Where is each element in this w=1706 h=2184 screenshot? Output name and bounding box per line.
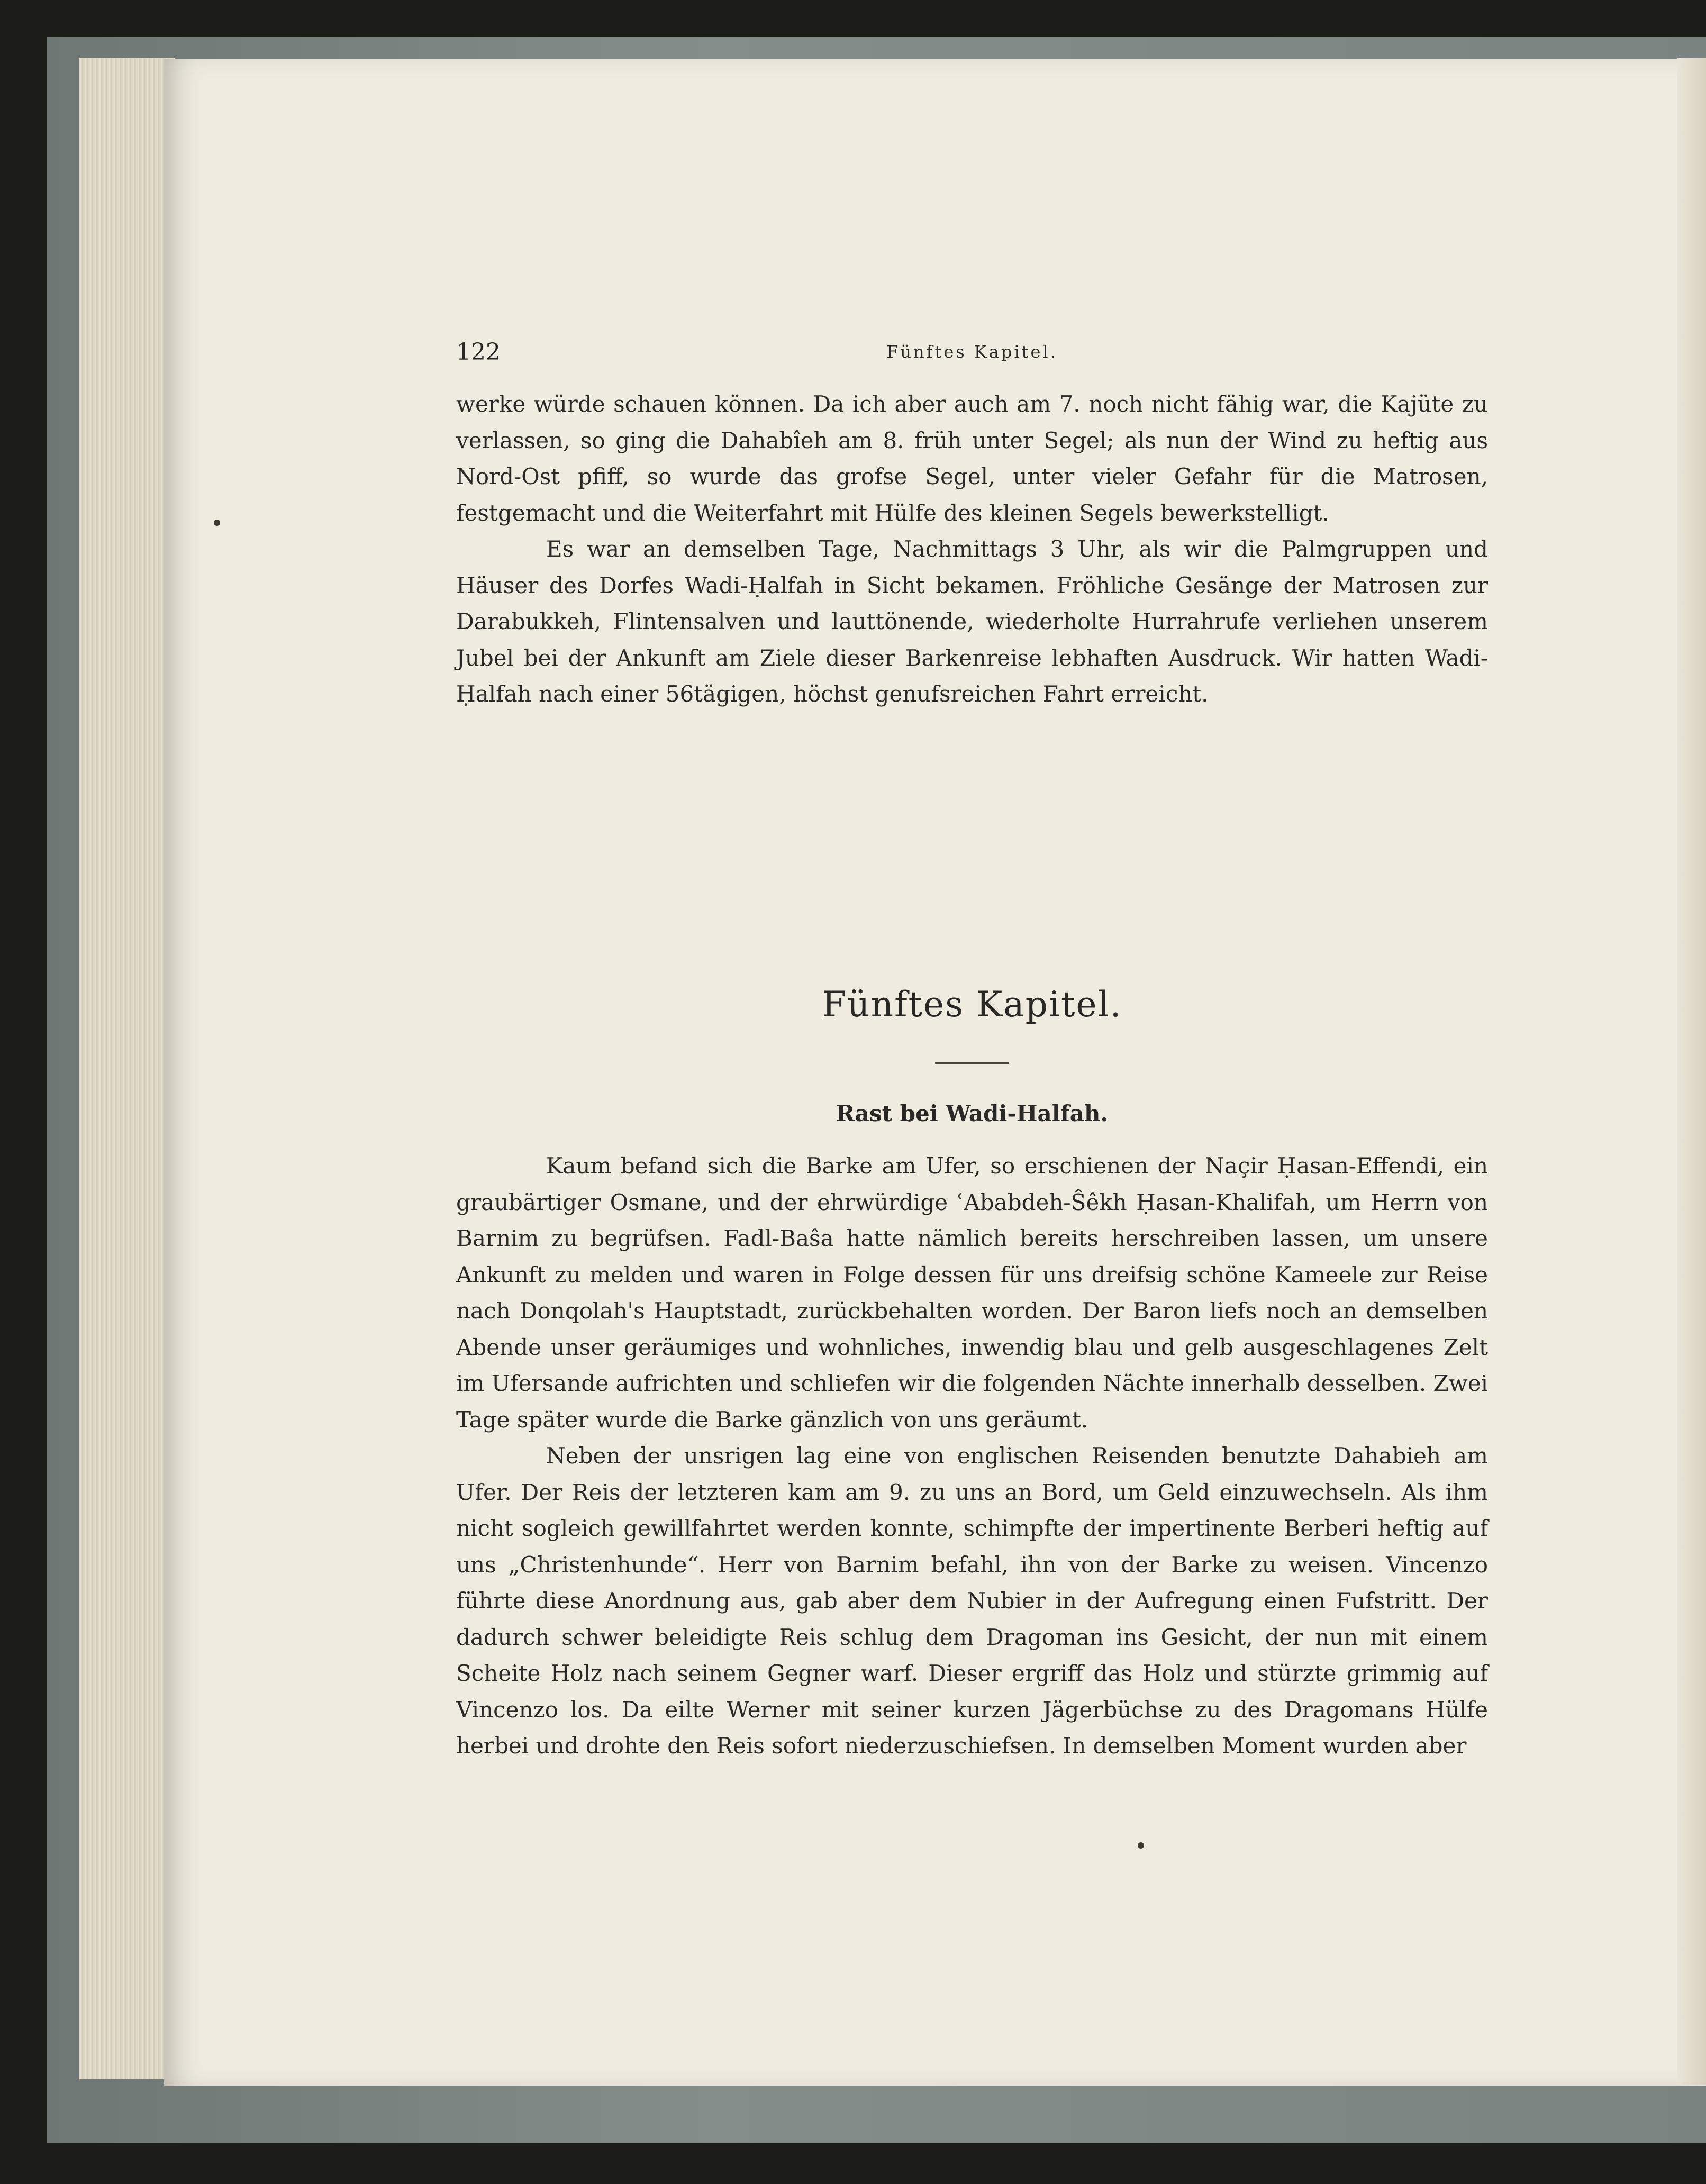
title-rule	[935, 1062, 1009, 1064]
page-edges	[79, 58, 175, 2079]
section-title: Rast bei Wadi-Halfah.	[836, 1100, 1109, 1126]
ink-speck	[1138, 1842, 1144, 1849]
paragraph: Kaum befand sich die Barke am Ufer, so erschienen der Naçir Ḥasan-Effendi, ein graubärtiger Osmane, und der ehrwürdige ʿAbabdeh-Ŝêkh Ḥasan-Khalifah, um Herrn von Barnim zu begrüfsen. Fadl-Baŝa hatte nämlich bereits herschreiben lassen, um unsere Ankunft zu melden und waren in Folge dessen für uns dreifsig schöne Kameele zur Reise nach Donqolah's Hauptstadt, zurückbehalten worden. Der Baron liefs noch an demselben Abende unser geräumiges und wohnliches, inwendig blau und gelb ausgeschlagenes Zelt im Ufersande aufrichten und schliefen wir die folgenden Nächte innerhalb desselben. Zwei Tage später wurde die Barke gänzlich von uns geräumt.	[456, 1153, 1488, 1433]
chapter-title: Fünftes Kapitel.	[822, 984, 1122, 1025]
continuation-text	[456, 386, 1488, 713]
paragraph: Es war an demselben Tage, Nachmittags 3 Uhr, als wir die Palmgruppen und Häuser des Dorfes Wadi-Ḥalfah in Sicht bekamen. Fröhliche Gesänge der Matrosen zur Darabukkeh, Flintensalven und lauttönende, wiederholte Hurrahrufe verliehen unserem Jubel bei der Ankunft am Ziele dieser Barkenreise lebhaften Ausdruck. Wir hatten Wadi-Ḥalfah nach einer 56tägigen, höchst genufsreichen Fahrt erreicht.	[456, 536, 1488, 707]
page-number: 122	[456, 339, 501, 366]
paragraph: werke würde schauen können. Da ich aber auch am 7. noch nicht fähig war, die Kajüte zu verlassen, so ging die Dahabîeh am 8. früh unter Segel; als nun der Wind zu heftig aus Nord-Ost pfiff, so wurde das grofse Segel, unter vieler Gefahr für die Matrosen, festgemacht und die Weiterfahrt mit Hülfe des kleinen Segels bewerkstelligt.	[456, 391, 1488, 526]
chapter-text	[456, 1148, 1488, 1764]
right-page-edge	[1677, 58, 1706, 2085]
ink-speck	[214, 520, 220, 526]
page-header	[456, 339, 1488, 370]
running-head: Fünftes Kapitel.	[886, 342, 1058, 362]
paragraph: Neben der unsrigen lag eine von englischen Reisenden benutzte Dahabieh am Ufer. Der Reis der letzteren kam am 9. zu uns an Bord, um Geld einzuwechseln. Als ihm nicht sogleich gewillfahrtet werden konnte, schimpfte der impertinente Berberi heftig auf uns „Christenhunde“. Herr von Barnim befahl, ihn von der Barke zu weisen. Vincenzo führte diese Anordnung aus, gab aber dem Nubier in der Aufregung einen Fufstritt. Der dadurch schwer beleidigte Reis schlug dem Dragoman ins Gesicht, der nun mit einem Scheite Holz nach seinem Gegner warf. Dieser ergriff das Holz und stürzte grimmig auf Vincenzo los. Da eilte Werner mit seiner kurzen Jägerbüchse zu des Dragomans Hülfe herbei und drohte den Reis sofort niederzuschiefsen. In demselben Moment wurden aber	[456, 1443, 1488, 1759]
